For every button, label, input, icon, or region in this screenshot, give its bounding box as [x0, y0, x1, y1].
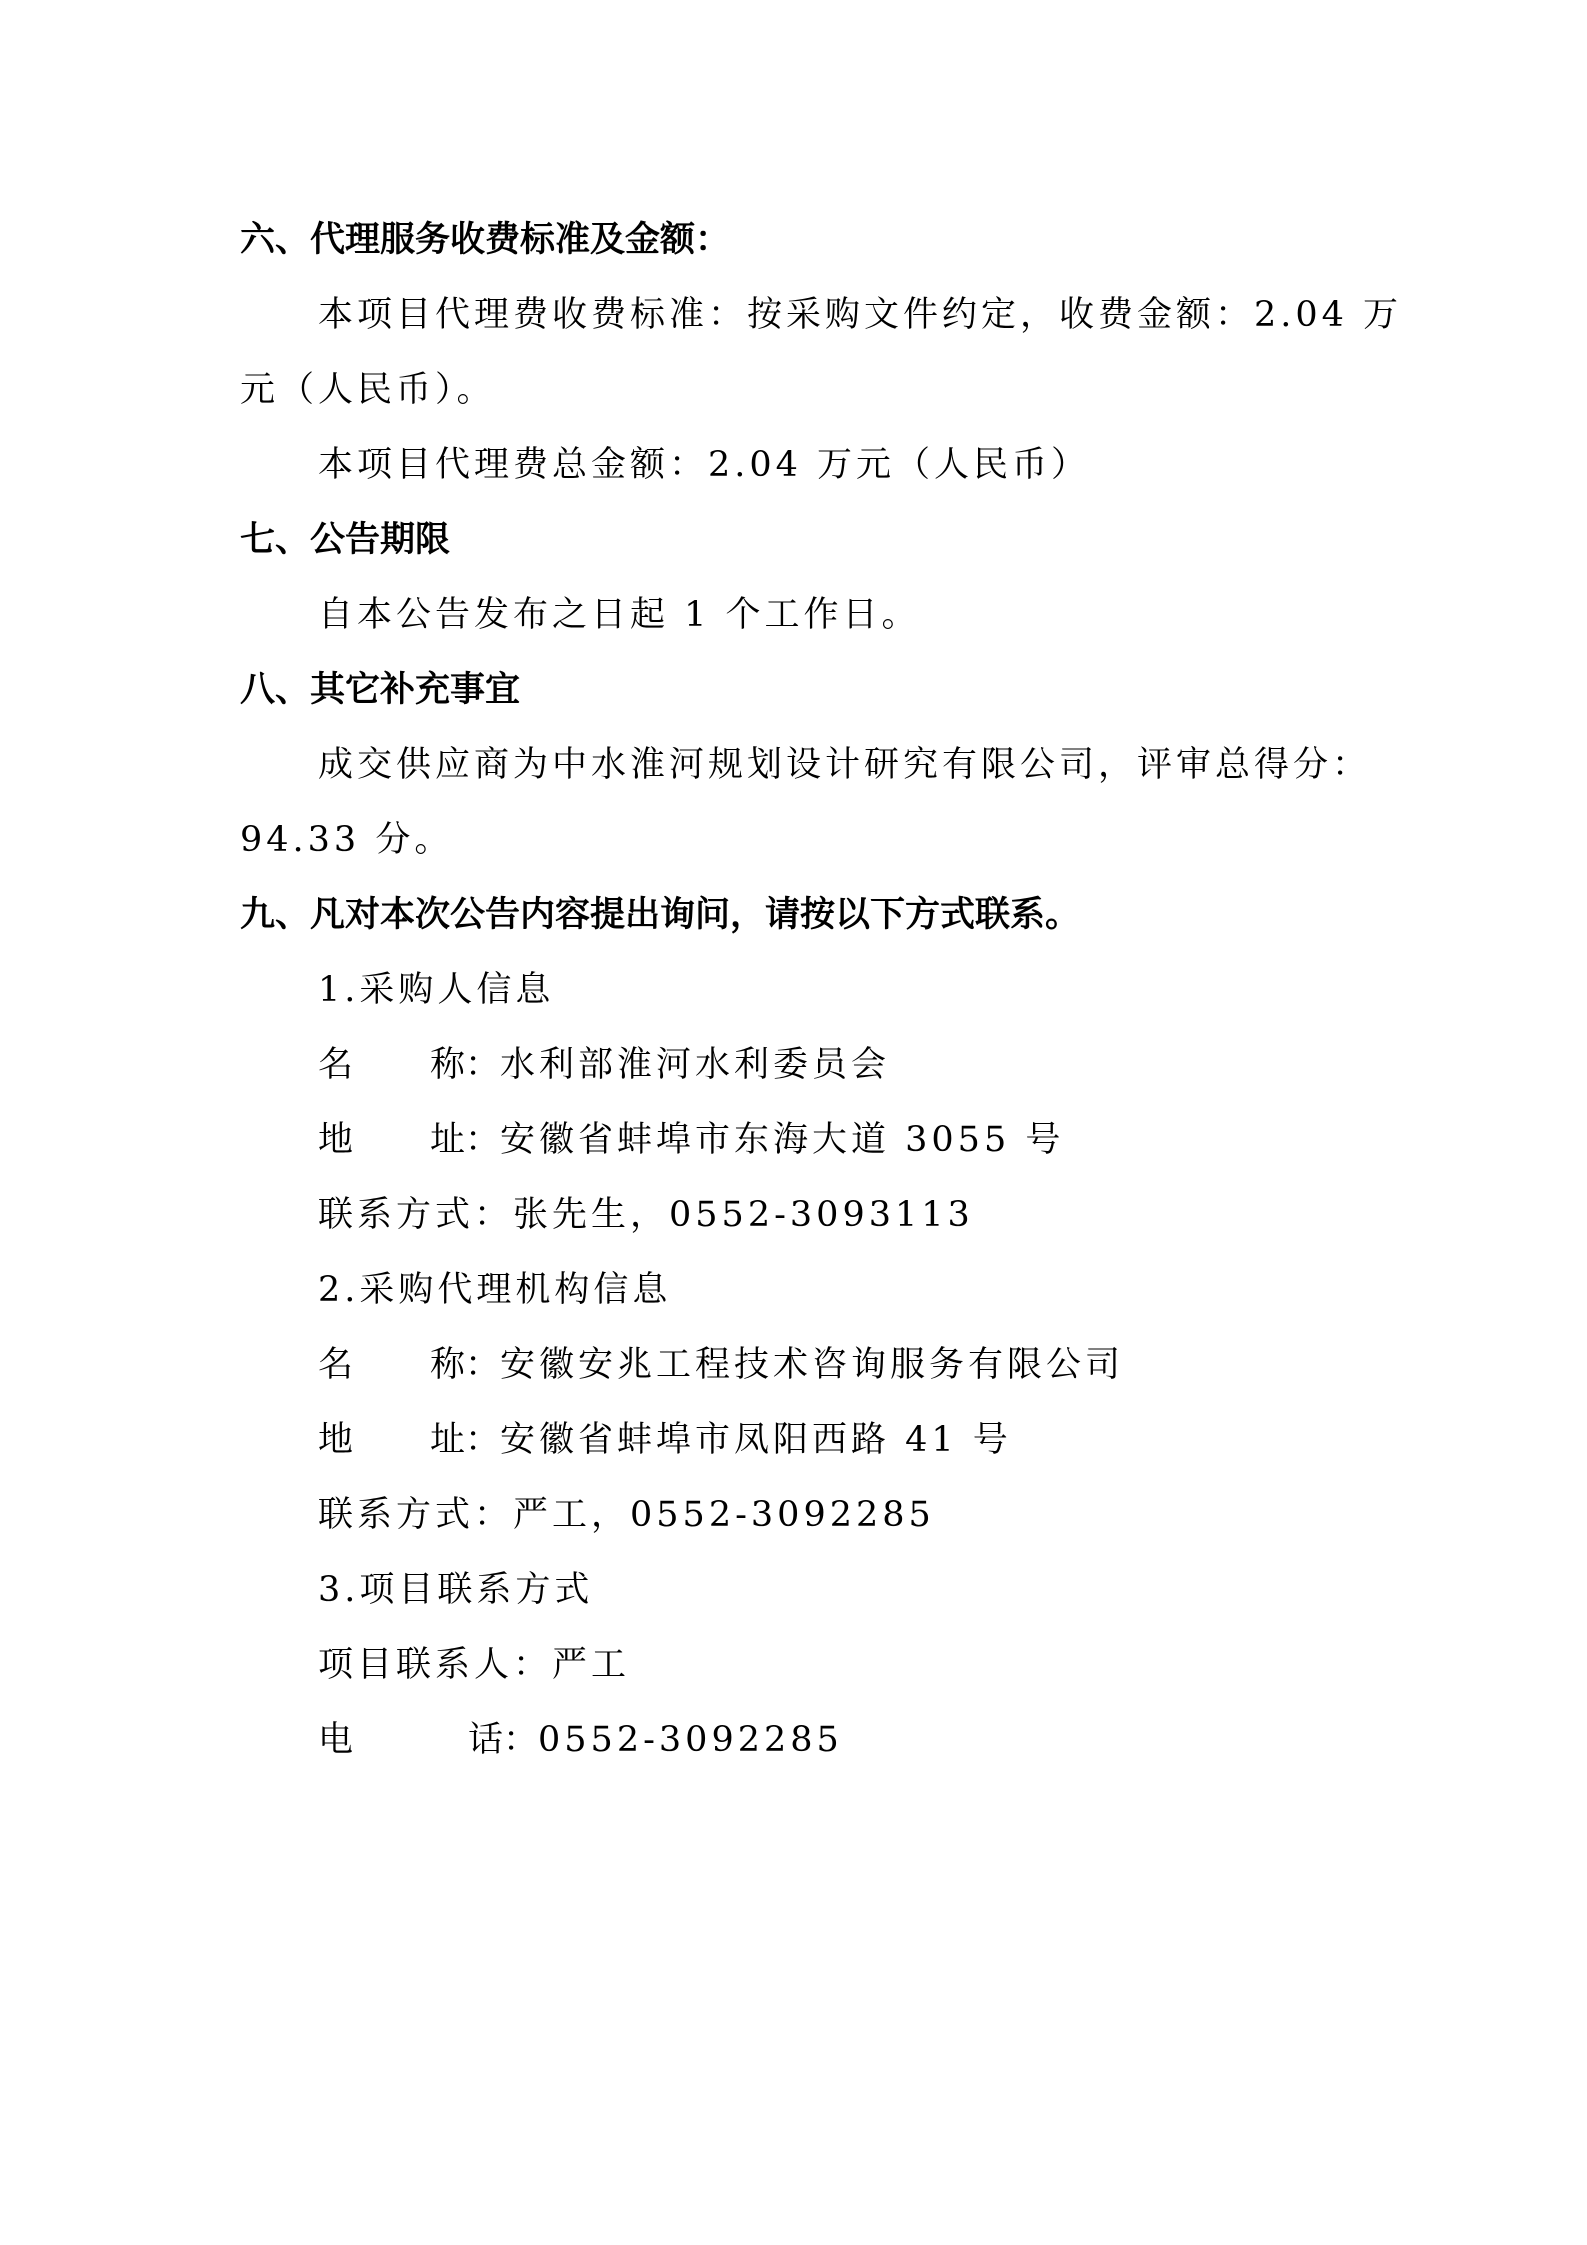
project-contact-person-row — [318, 1645, 1587, 1685]
project-contact-person: 严工 — [552, 1645, 631, 1685]
purchaser-contact-row — [318, 1195, 1587, 1235]
label-phone-a: 电 — [318, 1720, 354, 1760]
purchaser-address: 安徽省蚌埠市东海大道 3055 号 — [500, 1120, 1065, 1160]
label-name-a: 名 — [318, 1045, 354, 1085]
label-contact: 联系方式： — [318, 1195, 514, 1235]
section-7-heading: 七、公告期限 — [240, 520, 451, 560]
purchaser-contact: 张先生，0552-3093113 — [513, 1195, 974, 1235]
label-address-a: 地 — [318, 1420, 354, 1460]
agency-address-row — [318, 1420, 1587, 1460]
fee-standard-line-2: 元（人民币）。 — [240, 370, 496, 410]
label-name-b: 称： — [430, 1345, 501, 1385]
supplier-line-2: 94.33 分。 — [240, 820, 454, 860]
agency-info-title: 2.采购代理机构信息 — [318, 1270, 672, 1310]
fee-standard-line-1: 本项目代理费收费标准：按采购文件约定，收费金额：2.04 万 — [318, 295, 1403, 335]
project-phone: 0552-3092285 — [538, 1720, 843, 1760]
purchaser-name: 水利部淮河水利委员会 — [500, 1045, 891, 1085]
agency-address: 安徽省蚌埠市凤阳西路 41 号 — [500, 1420, 1012, 1460]
project-contact-title: 3.项目联系方式 — [318, 1570, 594, 1610]
label-name-a: 名 — [318, 1345, 354, 1385]
label-name-b: 称： — [430, 1045, 501, 1085]
supplier-line-1: 成交供应商为中水淮河规划设计研究有限公司，评审总得分： — [318, 745, 1372, 785]
label-contact: 联系方式： — [318, 1495, 514, 1535]
section-8-heading: 八、其它补充事宜 — [240, 670, 521, 710]
label-address-b: 址： — [430, 1420, 501, 1460]
section-9-heading: 九、凡对本次公告内容提出询问，请按以下方式联系。 — [240, 895, 1081, 935]
label-phone-b: 话： — [468, 1720, 539, 1760]
label-address-a: 地 — [318, 1120, 354, 1160]
purchaser-name-row — [318, 1045, 1587, 1085]
purchaser-address-row — [318, 1120, 1587, 1160]
agency-name: 安徽安兆工程技术咨询服务有限公司 — [500, 1345, 1125, 1385]
purchaser-info-title: 1.采购人信息 — [318, 970, 555, 1010]
notice-period-text: 自本公告发布之日起 1 个工作日。 — [318, 595, 921, 635]
project-phone-row — [318, 1720, 1587, 1760]
section-6-heading: 六、代理服务收费标准及金额： — [240, 220, 731, 260]
agency-contact-row — [318, 1495, 1587, 1535]
label-address-b: 址： — [430, 1120, 501, 1160]
fee-total: 本项目代理费总金额：2.04 万元（人民币） — [318, 445, 1091, 485]
agency-name-row — [318, 1345, 1587, 1385]
label-contact-person: 项目联系人： — [318, 1645, 553, 1685]
agency-contact: 严工，0552-3092285 — [513, 1495, 935, 1535]
